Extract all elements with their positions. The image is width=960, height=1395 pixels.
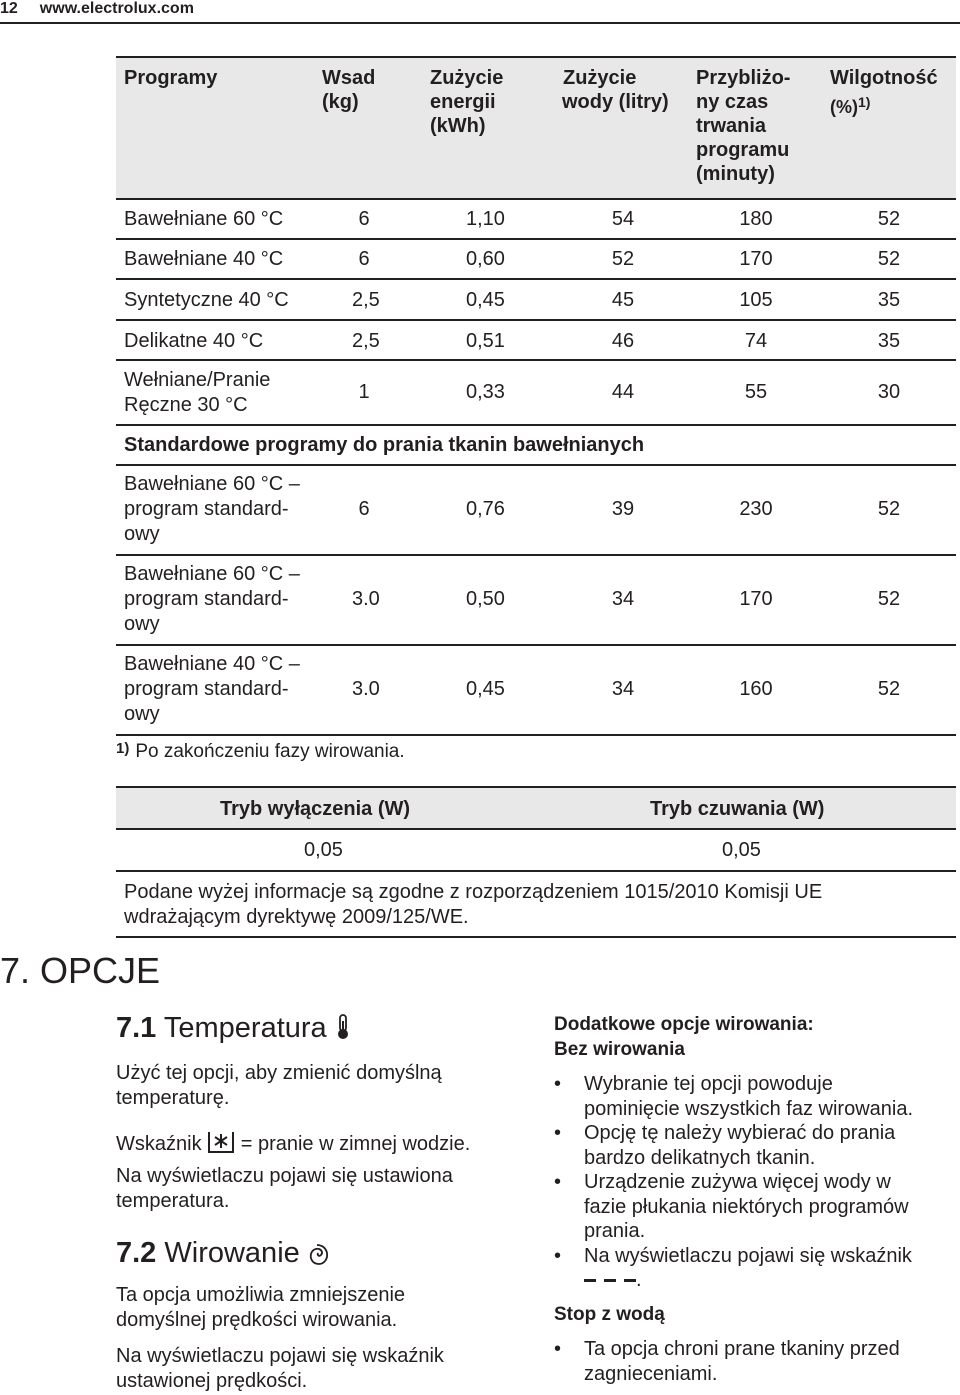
page-number: 12: [0, 0, 18, 17]
standby-mode-value: 0,05: [722, 839, 761, 861]
spin-desc: Ta opcja umożliwia zmniejszenie domyślnej prędkości wirowania.: [116, 1284, 406, 1331]
col-header-humidity: Wilgotność (%)$^{1)}$: [830, 67, 938, 117]
header-rule: [0, 22, 960, 24]
table-row: Bawełniane 40 °C 6 0,60 52 170 52: [116, 240, 956, 280]
site-url: www.electrolux.com: [39, 0, 194, 17]
table-row: Bawełniane 60 °C – program standard- owy 3.0 0,50 34 170 52: [116, 556, 956, 646]
section-title: 7. OPCJE: [0, 950, 161, 991]
list-item: • Na wyświetlaczu pojawi się wskaźnik .: [554, 1244, 954, 1293]
stop-with-water-heading: Stop z wodą: [554, 1304, 665, 1325]
footnote-mark: 1): [116, 740, 130, 757]
cold-wash-icon: [207, 1128, 235, 1154]
subheading: Standardowe programy do prania tkanin bawełnianych: [124, 434, 645, 456]
off-mode-value: 0,05: [304, 839, 343, 861]
list-item: • Opcję tę należy wybierać do prania bardzo delikatnych tkanin.: [554, 1121, 954, 1170]
list-item: • Wybranie tej opcji powoduje pominięcie wszystkich faz wirowania.: [554, 1072, 954, 1121]
table-subheading-row: [116, 426, 956, 466]
table-row: Syntetyczne 40 °C 2,5 0,45 45 105 35: [116, 280, 956, 321]
temperature-heading: 7.1 Temperatura: [116, 1012, 351, 1045]
thermometer-icon: [335, 1013, 351, 1041]
col-header-water: Zużycie wody (litry): [562, 67, 669, 113]
power-note-row: [116, 872, 956, 938]
col-header-load: Wsad (kg): [322, 67, 376, 113]
table-row: Bawełniane 60 °C 6 1,10 54 180 52: [116, 200, 956, 240]
list-item: • Urządzenie zużywa więcej wody w fazie płukania niektórych programów prania.: [554, 1170, 954, 1244]
extra-spin-options-heading: Dodatkowe opcje wirowania: Bez wirowania: [554, 1014, 814, 1060]
power-values-row: [116, 830, 956, 872]
table-footnote: [116, 740, 405, 763]
table-row: Bawełniane 60 °C – program standard- owy 6 0,76 39 230 52: [116, 466, 956, 556]
programs-table: [116, 56, 956, 736]
power-header-row: [116, 786, 956, 830]
regulation-note: Podane wyżej informacje są zgodne z rozporządzeniem 1015/2010 Komisji UE wdrażającym dyrektywę 2009/125/WE.: [124, 881, 823, 928]
list-item: • Ta opcja chroni prane tkaniny przed zagnieceniami.: [554, 1337, 954, 1386]
no-spin-list: [554, 1072, 954, 1293]
stop-with-water-list: [554, 1337, 954, 1386]
table-row: Bawełniane 40 °C – program standard- owy 3.0 0,45 34 160 52: [116, 646, 956, 736]
table-row: Delikatne 40 °C 2,5 0,51 46 74 35: [116, 321, 956, 361]
footnote-text: Po zakończeniu fazy wirowania.: [135, 741, 405, 762]
col-header-time: Przybliżo- ny czas trwania programu (minuty): [696, 67, 791, 185]
temperature-desc: Użyć tej opcji, aby zmienić domyślną temperaturę.: [116, 1062, 442, 1109]
temperature-display-text: Na wyświetlaczu pojawi się ustawiona temperatura.: [116, 1165, 453, 1212]
spin-heading: 7.2 Wirowanie: [116, 1237, 330, 1270]
cold-wash-line: Wskaźnik = pranie w zimnej wodzie.: [116, 1128, 470, 1157]
off-mode-header: Tryb wyłączenia (W): [220, 798, 411, 820]
table-header-row: [116, 56, 956, 200]
col-header-energy: Zużycie energii (kWh): [430, 67, 504, 137]
no-spin-indicator-icon: [584, 1268, 642, 1288]
spin-display-text: Na wyświetlaczu pojawi się wskaźnik ustawionej prędkości.: [116, 1345, 444, 1392]
spin-icon: [308, 1242, 330, 1266]
standby-mode-header: Tryb czuwania (W): [650, 798, 825, 820]
col-header-program: Programy: [124, 67, 218, 89]
page-header: [0, 0, 194, 18]
table-row: Wełniane/Pranie Ręczne 30 °C 1 0,33 44 55 30: [116, 361, 956, 426]
power-table: [116, 786, 956, 938]
